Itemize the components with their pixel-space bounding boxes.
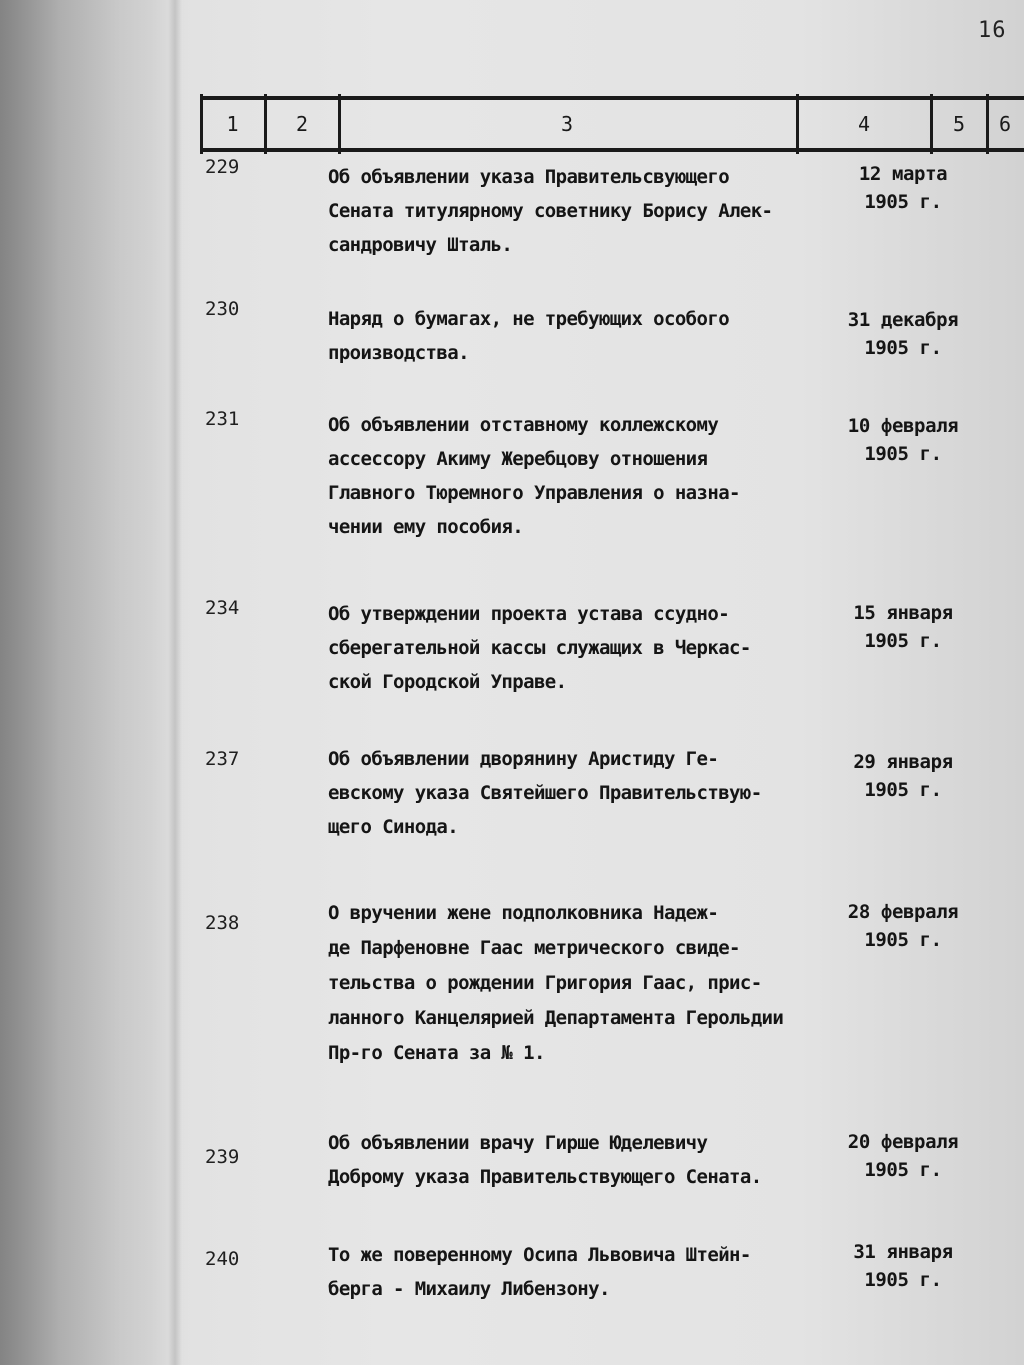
column-header-1: 1 [226,112,239,136]
entry-date: 15 января 1905 г. [853,602,953,652]
column-separator [930,94,933,154]
entry-description: Об объявлении дворянину Аристиду Ге- евскому указа Святейшего Правительствую- щего Синода. [328,748,762,838]
entry-description: О вручении жене подполковника Надеж- де Парфеновне Гаас метрического свиде- тельства о рождении Григория Гаас, прис- ланного Канцелярией Департамента Герольдии Пр-го Сената за № 1. [328,902,784,1064]
entry-number: 237 [205,748,240,770]
entry-date: 10 февраля 1905 г. [847,415,959,465]
entry-description: Наряд о бумагах, не требующих особого производства. [328,308,730,364]
column-header-4: 4 [857,112,871,136]
column-header-row [200,96,1024,152]
entry-date: 20 февраля 1905 г. [847,1131,959,1181]
entry-number: 238 [205,912,240,934]
column-separator [200,94,203,154]
entry-number: 231 [205,408,240,430]
entry-number: 229 [205,156,240,178]
entry-number: 240 [205,1248,240,1270]
entry-description: Об объявлении указа Правительсвующего Сената титулярному советнику Борису Алек- сандровичу Шталь. [328,166,773,256]
bleed-through-shadow [0,0,195,1365]
column-separator [986,94,989,154]
page-number: 16 [978,18,1007,43]
entry-date: 31 декабря 1905 г. [847,309,959,359]
entry-date: 29 января 1905 г. [853,751,953,801]
entry-date: 12 марта 1905 г. [858,163,948,213]
column-header-5: 5 [952,112,966,136]
entry-number: 234 [205,597,240,619]
entry-number: 239 [205,1146,240,1168]
entry-description: Об объявлении отставному коллежскому ассессору Акиму Жеребцову отношения Главного Тюремного Управления о назна- чении ему пособия. [328,414,740,538]
entry-description: Об утверждении проекта устава ссудно- сберегательной кассы служащих в Черкас- ской Городской Управе. [328,603,751,693]
entry-description: Об объявлении врачу Гирше Юделевичу Доброму указа Правительствующего Сената. [328,1132,762,1188]
column-header-6: 6 [998,112,1012,136]
entry-date: 28 февраля 1905 г. [847,901,959,951]
column-separator [796,94,799,154]
column-header-3: 3 [560,112,574,136]
page-fold [168,0,182,1365]
column-separator [264,94,267,154]
entry-number: 230 [205,298,240,320]
entry-description: То же поверенному Осипа Львовича Штейн- берга - Михаилу Либензону. [328,1244,751,1300]
column-separator [338,94,341,154]
column-header-2: 2 [295,112,309,136]
entry-date: 31 января 1905 г. [853,1241,953,1291]
